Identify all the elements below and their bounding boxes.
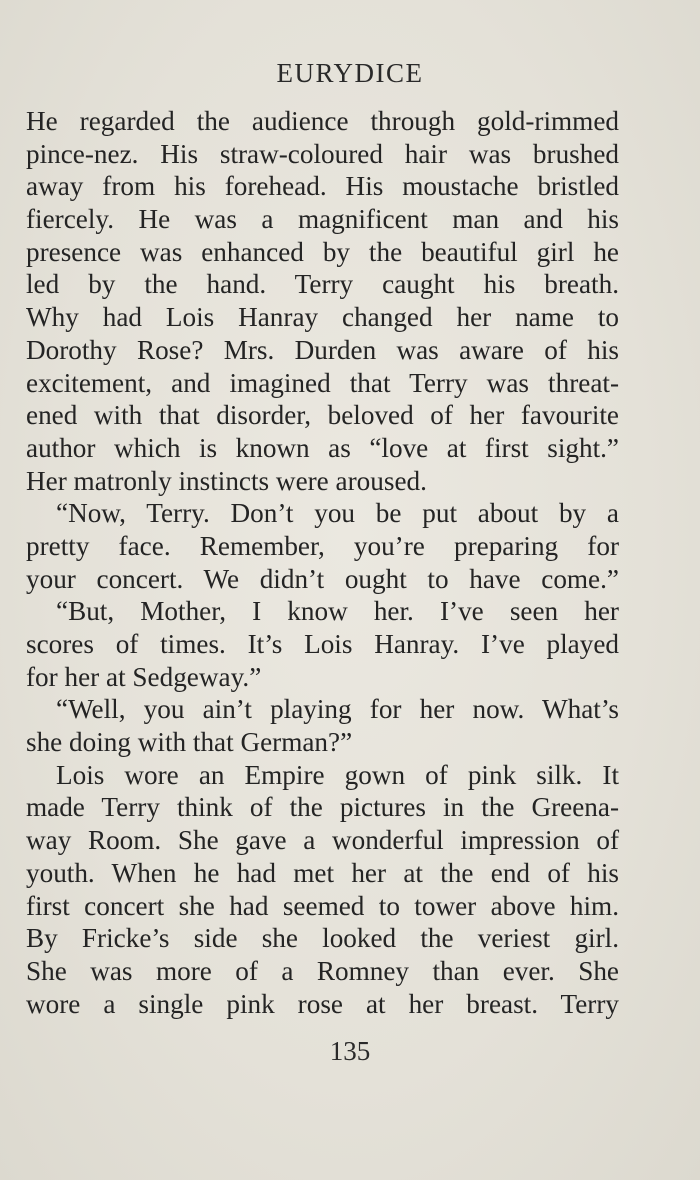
text-line: She was more of a Romney than ever. She bbox=[26, 955, 619, 986]
text-line: she doing with that German?” bbox=[26, 727, 353, 758]
text-line: author which is known as “love at first sight.” bbox=[26, 432, 619, 463]
text-line: first concert she had seemed to tower above him. bbox=[26, 890, 619, 921]
text-line: presence was enhanced by the beautiful girl he bbox=[26, 236, 619, 267]
text-line: By Fricke’s side she looked the veriest girl. bbox=[26, 923, 619, 954]
text-line: excitement, and imagined that Terry was threat- bbox=[26, 367, 619, 398]
text-line: away from his forehead. His moustache bristled bbox=[26, 171, 619, 202]
text-line: ened with that disorder, beloved of her favourite bbox=[26, 400, 619, 431]
text-line: your concert. We didn’t ought to have come.” bbox=[26, 563, 619, 594]
text-line: pretty face. Remember, you’re preparing for bbox=[26, 530, 619, 561]
text-line: scores of times. It’s Lois Hanray. I’ve played bbox=[26, 629, 619, 659]
text-line: for her at Sedgeway.” bbox=[26, 661, 262, 692]
page-number: 135 bbox=[329, 1036, 371, 1066]
text-line: He regarded the audience through gold-rimmed bbox=[26, 106, 619, 136]
text-line: Dorothy Rose? Mrs. Durden was aware of his bbox=[26, 334, 619, 365]
text-line: led by the hand. Terry caught his breath. bbox=[26, 269, 619, 300]
text-line: “Now, Terry. Don’t you be put about by a bbox=[56, 498, 619, 529]
text-line: Lois wore an Empire gown of pink silk. It bbox=[56, 759, 619, 790]
text-line: Her matronly instincts were aroused. bbox=[26, 465, 427, 496]
text-line: wore a single pink rose at her breast. Terry bbox=[26, 988, 619, 1019]
running-head: EURYDICE bbox=[276, 58, 424, 88]
text-line: “Well, you ain’t playing for her now. What’s bbox=[56, 694, 619, 725]
text-line: fiercely. He was a magnificent man and his bbox=[26, 204, 619, 235]
text-line: made Terry think of the pictures in the Greena- bbox=[26, 792, 619, 823]
text-line: pince-nez. His straw-coloured hair was brushed bbox=[26, 138, 619, 169]
body-text bbox=[26, 105, 619, 1020]
text-line: Why had Lois Hanray changed her name to bbox=[26, 302, 619, 333]
text-line: way Room. She gave a wonderful impression of bbox=[26, 825, 619, 856]
text-line: “But, Mother, I know her. I’ve seen her bbox=[56, 596, 619, 627]
text-line: youth. When he had met her at the end of his bbox=[26, 857, 619, 888]
